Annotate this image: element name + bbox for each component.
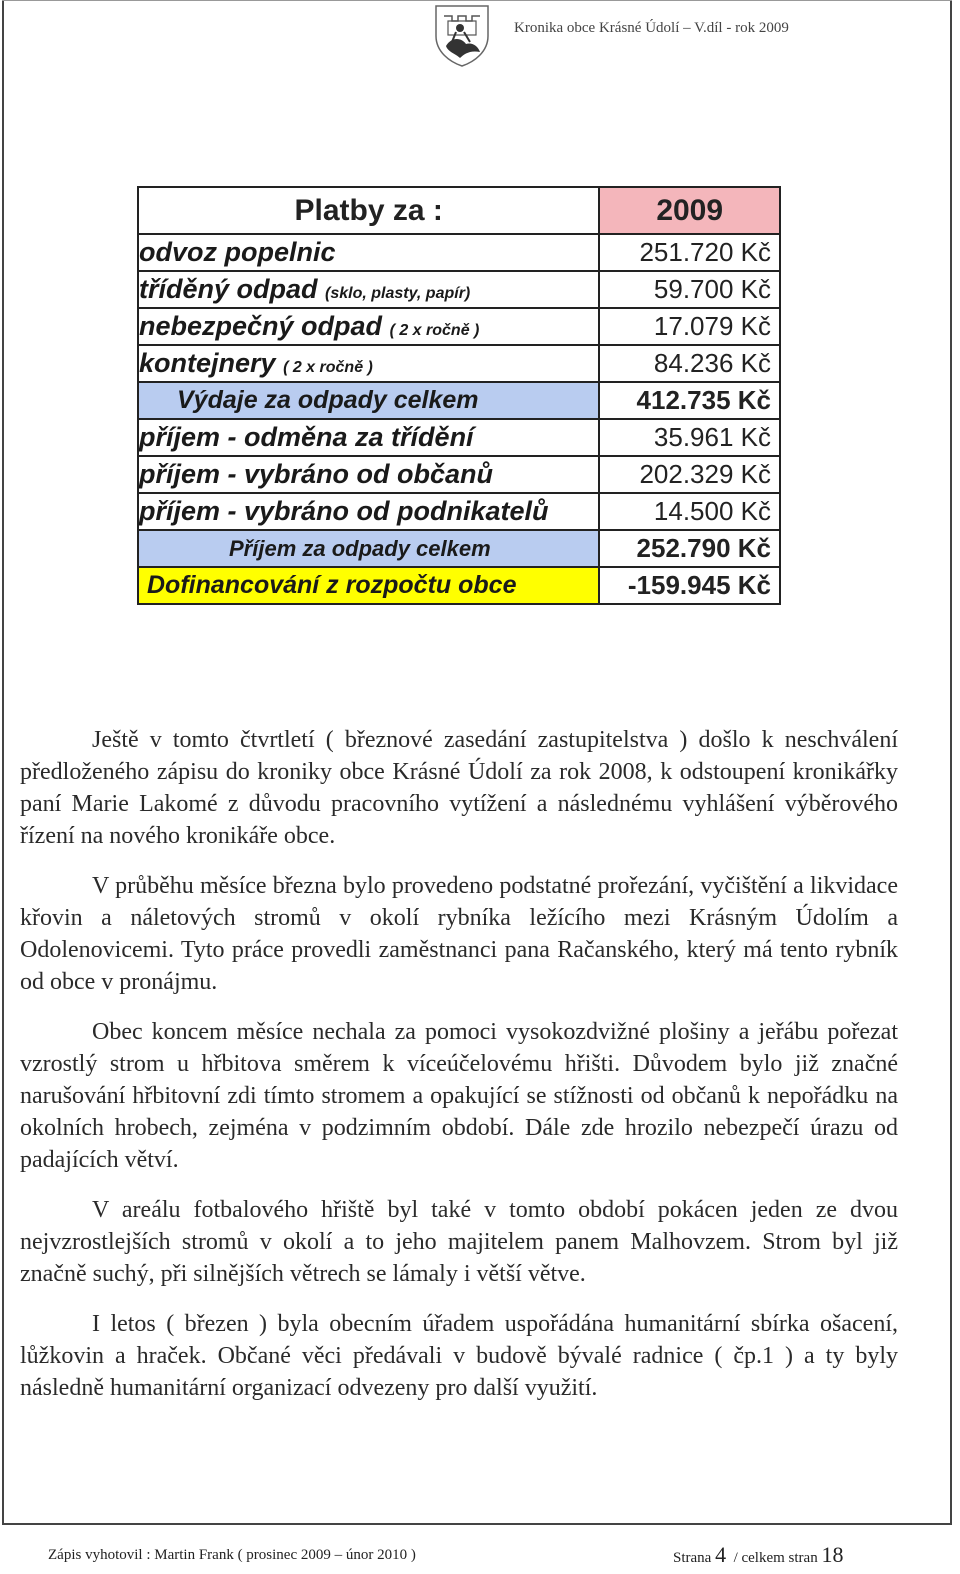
table-row — [138, 456, 780, 493]
row-value: 202.329 Kč — [599, 456, 780, 493]
row-note: ( 2 x ročně ) — [389, 322, 480, 339]
total-label: / celkem stran — [733, 1550, 818, 1566]
row-label: nebezpečný odpad — [139, 311, 383, 341]
row-value: 17.079 Kč — [599, 308, 780, 345]
paragraph: Ještě v tomto čtvrtletí ( březnové zasedání zastupitelstva ) došlo k neschválení předloženého zápisu do kroniky obce Krásné Údolí za rok 2008, k odstoupení kronikářky paní Marie Lakomé z důvodu pracovního vytížení a následnému vyhlášení výběrového řízení na nového kronikáře obce. — [20, 727, 898, 849]
table-row — [138, 271, 780, 308]
footer-author: Zápis vyhotovil : Martin Frank ( prosinec 2009 – únor 2010 ) — [48, 1547, 416, 1563]
paragraph: I letos ( březen ) byla obecním úřadem uspořádána humanitární sbírka ošacení, lůžkovin a hraček. Občané věci předávali v budově bývalé radnice ( čp.1 ) a ty byly následně humanitární organizací odvezeny pro další využití. — [20, 1311, 898, 1401]
paragraph: V průběhu měsíce března bylo provedeno podstatné prořezání, vyčištění a likvidace křovin a náletových stromů v okolí rybníka ležícího mezi Krásným Údolím a Odolenovicemi. Tyto práce provedli zaměstnanci pana Račanského, který má tento rybník od obce v pronájmu. — [20, 873, 898, 995]
paragraph: Obec koncem měsíce nechala za pomoci vysokozdvižné plošiny a jeřábu pořezat vzrostlý strom u hřbitova směrem k víceúčelovému hřišti. Důvodem bylo již značné narušování hřbitovní zdi tímto stromem a opakující se stížnosti od občanů k nepořádku na okolních hrobech, zejména v podzimním období. Dále zde hrozilo nebezpečí úrazu od padajících větví. — [20, 1019, 898, 1173]
row-value: 251.720 Kč — [599, 234, 780, 271]
page-number: 4 — [715, 1542, 727, 1567]
page-label: Strana — [673, 1550, 712, 1566]
row-label: kontejnery — [139, 348, 276, 378]
row-value: 35.961 Kč — [599, 419, 780, 456]
row-value: 84.236 Kč — [599, 345, 780, 382]
row-label: tříděný odpad — [139, 274, 318, 304]
table-row — [138, 345, 780, 382]
row-value: 14.500 Kč — [599, 493, 780, 530]
table-header-row — [138, 187, 780, 234]
total-pages: 18 — [821, 1542, 844, 1567]
row-note: ( 2 x ročně ) — [283, 359, 373, 376]
row-label: příjem - odměna za třídění — [139, 422, 474, 452]
row-label: Výdaje za odpady celkem — [177, 386, 479, 414]
table-heading: Platby za : — [138, 187, 599, 234]
table-row — [138, 493, 780, 530]
coat-of-arms-logo — [430, 2, 494, 68]
year-heading: 2009 — [599, 187, 780, 234]
row-label: příjem - vybráno od občanů — [139, 459, 494, 489]
row-value: 59.700 Kč — [599, 271, 780, 308]
header-rule — [2, 0, 952, 1]
row-label: Příjem za odpady celkem — [229, 535, 491, 561]
row-label: příjem - vybráno od podnikatelů — [139, 496, 549, 526]
payments-table — [137, 186, 781, 605]
table-row — [138, 419, 780, 456]
paragraph: V areálu fotbalového hřiště byl také v tomto období pokácen jeden ze dvou nejvzrostlejších stromů v okolí a to jeho majitelem panem Malhovzem. Strom byl již značně suchý, při silnějších větrech se lámaly i větší větve. — [20, 1197, 898, 1287]
income-total-row — [138, 530, 780, 567]
row-value: 412.735 Kč — [599, 382, 780, 419]
row-value: 252.790 Kč — [599, 530, 780, 567]
footer-page-info — [673, 1542, 843, 1568]
row-label: Dofinancování z rozpočtu obce — [147, 571, 517, 599]
header-title: Kronika obce Krásné Údolí – V.díl - rok 2009 — [514, 20, 789, 36]
row-value: -159.945 Kč — [599, 567, 780, 604]
budget-subsidy-row — [138, 567, 780, 604]
chronicle-text — [20, 724, 898, 1422]
expenses-total-row — [138, 382, 780, 419]
row-note: (sklo, plasty, papír) — [325, 285, 471, 302]
row-label: odvoz popelnic — [139, 237, 336, 267]
table-row — [138, 308, 780, 345]
table-row — [138, 234, 780, 271]
